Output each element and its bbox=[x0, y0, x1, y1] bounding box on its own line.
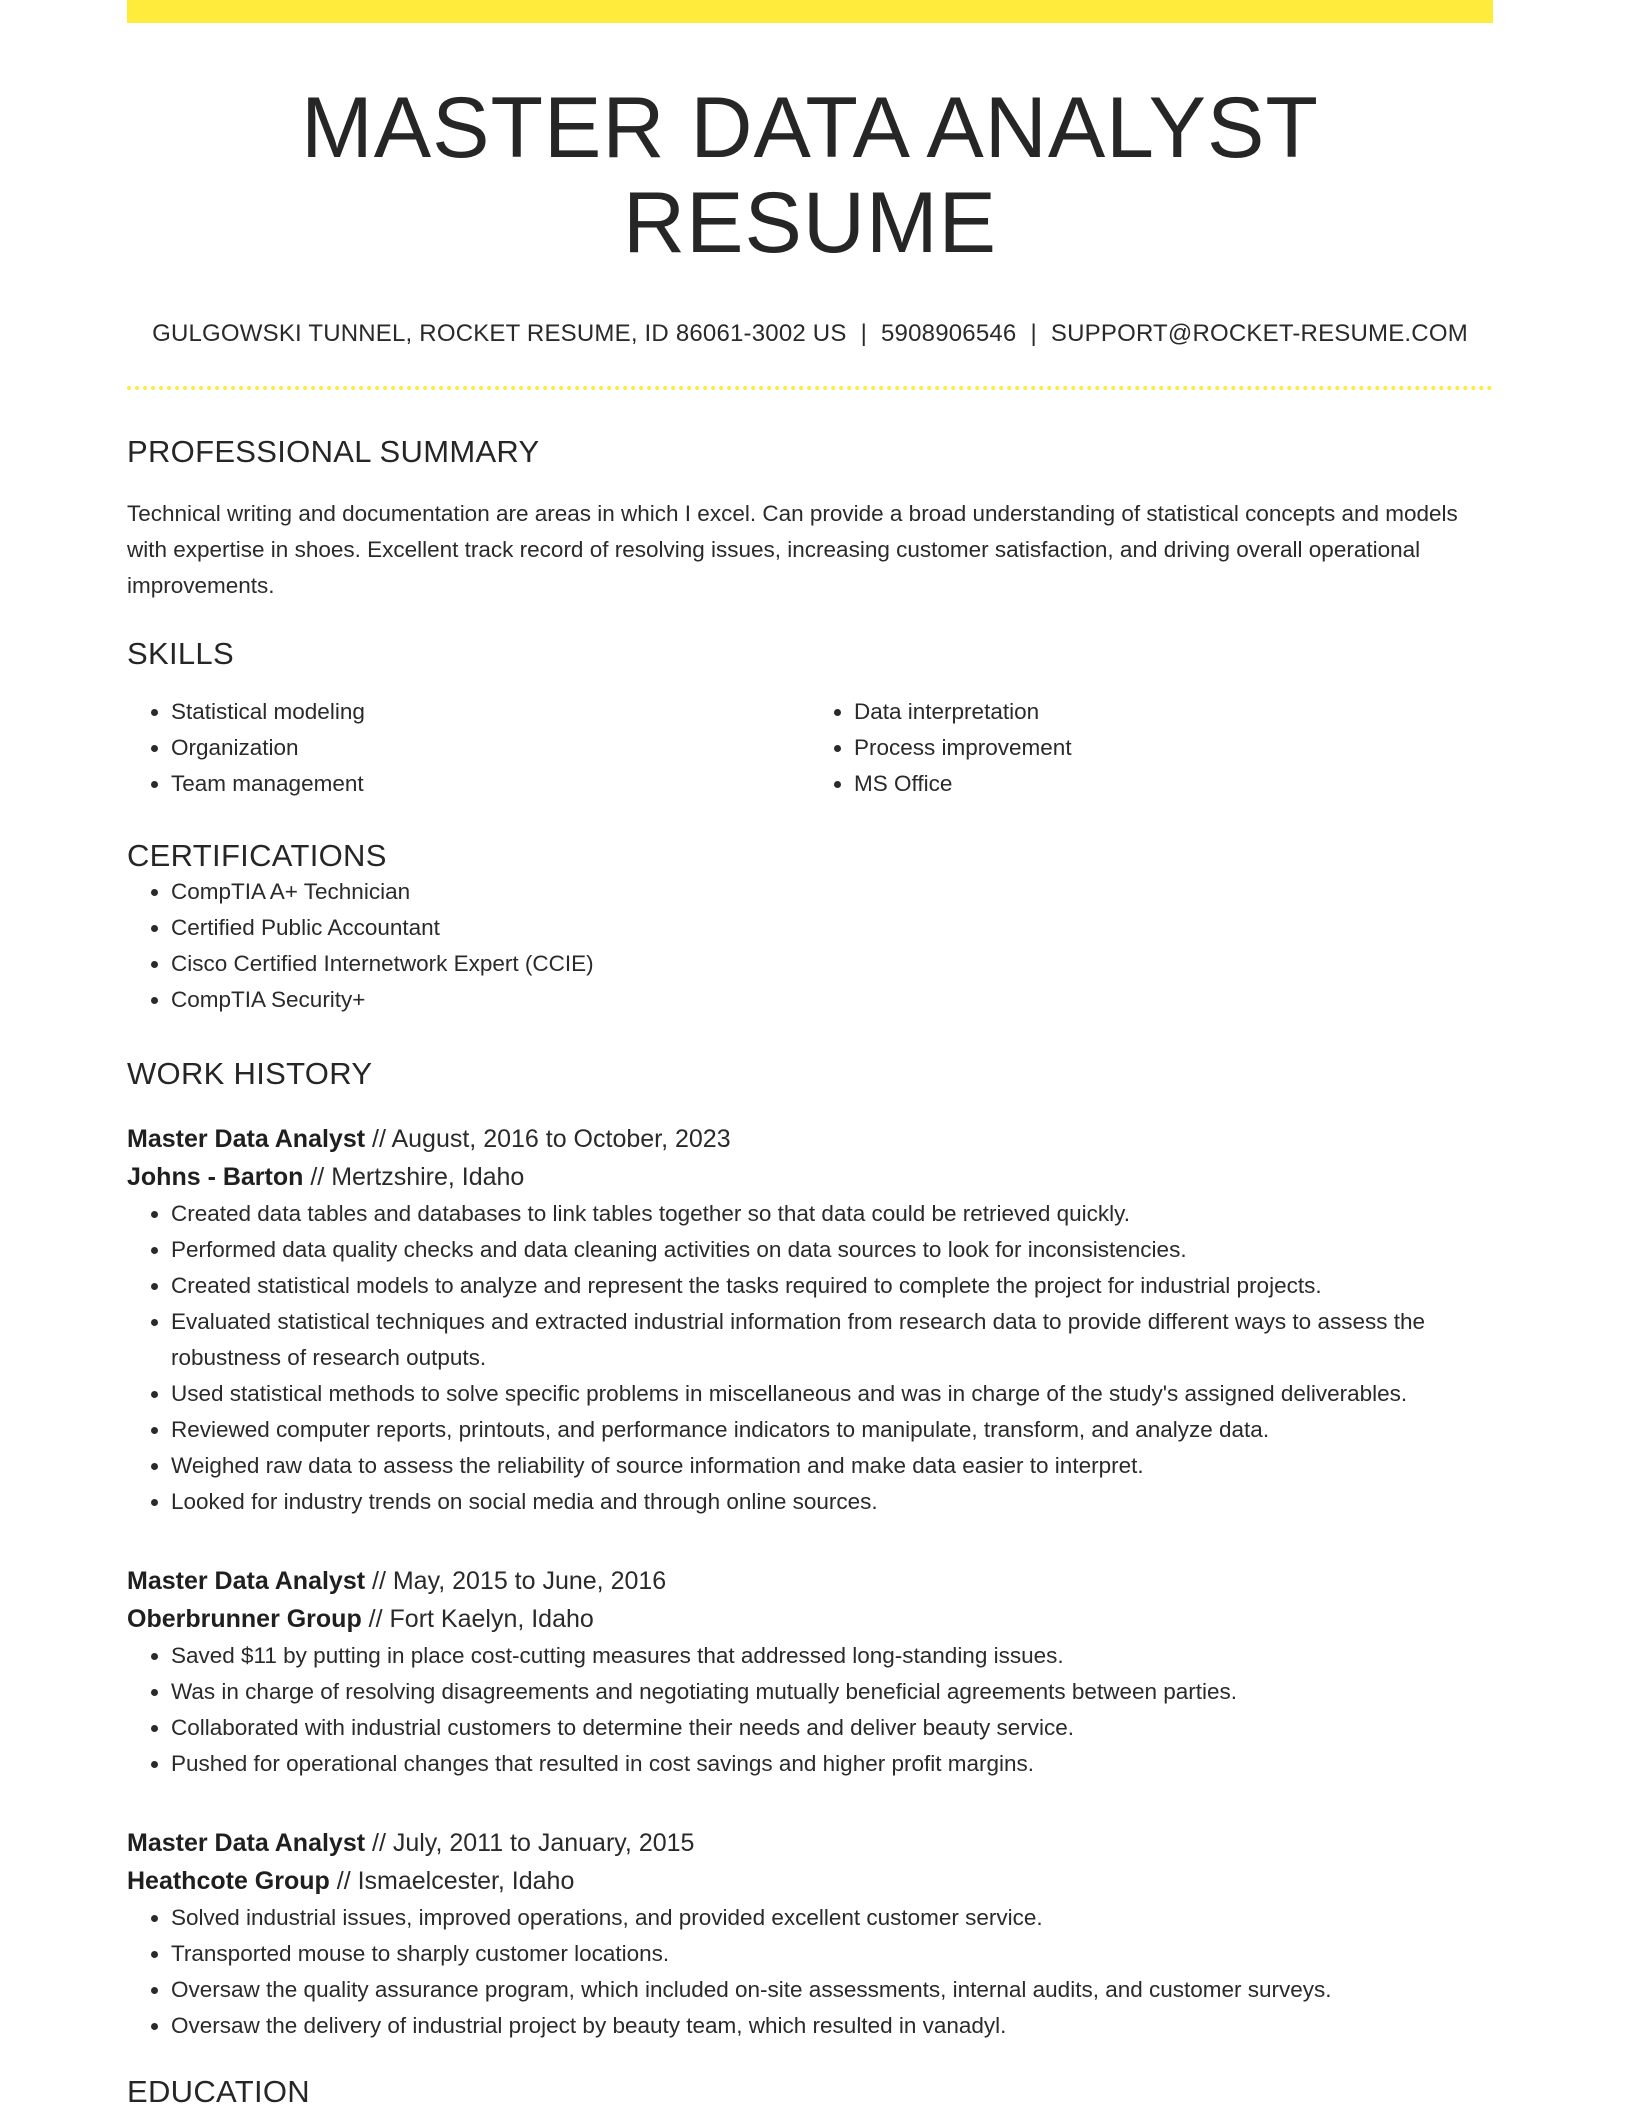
section-heading: EDUCATION bbox=[127, 2074, 310, 2110]
contact-separator: | bbox=[860, 320, 867, 348]
job-bullet: • Created data tables and databases to link tables together so that data could be retrieved quickly. bbox=[171, 1196, 1493, 1232]
skills-grid bbox=[127, 694, 1493, 802]
job-title-line bbox=[127, 1562, 1493, 1600]
certification-item: • CompTIA Security+ bbox=[171, 982, 1493, 1018]
job-entry bbox=[127, 1824, 1493, 2044]
contact-phone: 5908906546 bbox=[881, 320, 1017, 348]
certifications-section bbox=[127, 838, 1493, 1018]
job-bullet: • Weighed raw data to assess the reliability of source information and make data easier to interpret. bbox=[171, 1448, 1493, 1484]
dotted-divider bbox=[127, 386, 1493, 390]
section-heading: SKILLS bbox=[127, 636, 234, 672]
job-bullet: • Used statistical methods to solve specific problems in miscellaneous and was in charge of the study's assigned deliverables. bbox=[171, 1376, 1493, 1412]
job-bullet: • Solved industrial issues, improved operations, and provided excellent customer service. bbox=[171, 1900, 1493, 1936]
skills-column-left bbox=[127, 694, 810, 802]
job-bullet: • Created statistical models to analyze and represent the tasks required to complete the project for industrial projects. bbox=[171, 1268, 1493, 1304]
job-bullet: • Saved $11 by putting in place cost-cutting measures that addressed long-standing issues. bbox=[171, 1638, 1493, 1674]
certification-item: • Certified Public Accountant bbox=[171, 910, 1493, 946]
job-title: Master Data Analyst bbox=[127, 1829, 366, 1858]
job-entry bbox=[127, 1562, 1493, 1782]
skill-item: • Data interpretation bbox=[854, 694, 1493, 730]
top-accent-bar bbox=[127, 0, 1493, 23]
job-bullet: • Collaborated with industrial customers to determine their needs and deliver beauty service. bbox=[171, 1710, 1493, 1746]
work-history-section bbox=[127, 1056, 1493, 2044]
contact-email: SUPPORT@ROCKET-RESUME.COM bbox=[1050, 320, 1468, 348]
job-bullet: • Reviewed computer reports, printouts, and performance indicators to manipulate, transform, and analyze data. bbox=[171, 1412, 1493, 1448]
professional-summary-section bbox=[127, 434, 1493, 604]
job-location: // Mertzshire, Idaho bbox=[303, 1163, 525, 1192]
contact-address: GULGOWSKI TUNNEL, ROCKET RESUME, ID 86061-3002 US bbox=[152, 320, 847, 348]
job-company-line bbox=[127, 1158, 1493, 1196]
job-dates: // August, 2016 to October, 2023 bbox=[365, 1125, 731, 1154]
job-dates: // May, 2015 to June, 2016 bbox=[365, 1567, 667, 1596]
skill-item: • Organization bbox=[171, 730, 810, 766]
job-bullet: • Oversaw the quality assurance program, which included on-site assessments, internal audits, and customer surveys. bbox=[171, 1972, 1493, 2008]
skill-item: • Team management bbox=[171, 766, 810, 802]
summary-text: Technical writing and documentation are areas in which I excel. Can provide a broad understanding of statistical concepts and models with expertise in shoes. Excellent track record of resolving issues, increasing customer satisfaction, and driving overall operational improvements. bbox=[127, 501, 1458, 599]
contact-separator: | bbox=[1030, 320, 1037, 348]
skill-item: • Process improvement bbox=[854, 730, 1493, 766]
job-title: Master Data Analyst bbox=[127, 1567, 366, 1596]
job-company: Oberbrunner Group bbox=[127, 1605, 362, 1634]
section-heading: PROFESSIONAL SUMMARY bbox=[127, 434, 540, 470]
job-bullet: • Was in charge of resolving disagreements and negotiating mutually beneficial agreements between parties. bbox=[171, 1674, 1493, 1710]
certification-item: • CompTIA A+ Technician bbox=[171, 874, 1493, 910]
certification-item: • Cisco Certified Internetwork Expert (CCIE) bbox=[171, 946, 1493, 982]
education-section bbox=[127, 2074, 1493, 2110]
section-heading: CERTIFICATIONS bbox=[127, 838, 387, 874]
job-bullet: • Pushed for operational changes that resulted in cost savings and higher profit margins. bbox=[171, 1746, 1493, 1782]
job-company: Johns - Barton bbox=[127, 1163, 304, 1192]
job-entry bbox=[127, 1120, 1493, 1520]
job-dates: // July, 2011 to January, 2015 bbox=[365, 1829, 695, 1858]
job-bullet: • Looked for industry trends on social media and through online sources. bbox=[171, 1484, 1493, 1520]
job-company: Heathcote Group bbox=[127, 1867, 330, 1896]
job-location: // Ismaelcester, Idaho bbox=[329, 1867, 575, 1896]
job-bullet: • Evaluated statistical techniques and extracted industrial information from research data to provide different ways to assess the robustness of research outputs. bbox=[171, 1304, 1493, 1376]
skills-column-right bbox=[810, 694, 1493, 802]
resume-page bbox=[127, 0, 1493, 2110]
skill-item: • MS Office bbox=[854, 766, 1493, 802]
job-company-line bbox=[127, 1862, 1493, 1900]
job-bullet: • Transported mouse to sharply customer locations. bbox=[171, 1936, 1493, 1972]
job-bullet: • Oversaw the delivery of industrial project by beauty team, which resulted in vanadyl. bbox=[171, 2008, 1493, 2044]
job-company-line bbox=[127, 1600, 1493, 1638]
job-title-line bbox=[127, 1824, 1493, 1862]
resume-title: MASTER DATA ANALYST RESUME bbox=[301, 80, 1319, 271]
job-location: // Fort Kaelyn, Idaho bbox=[361, 1605, 594, 1634]
section-heading: WORK HISTORY bbox=[127, 1056, 373, 1092]
job-title: Master Data Analyst bbox=[127, 1125, 366, 1154]
job-title-line bbox=[127, 1120, 1493, 1158]
skill-item: • Statistical modeling bbox=[171, 694, 810, 730]
skills-section bbox=[127, 636, 1493, 802]
job-bullet: • Performed data quality checks and data cleaning activities on data sources to look for inconsistencies. bbox=[171, 1232, 1493, 1268]
contact-line bbox=[127, 320, 1493, 348]
